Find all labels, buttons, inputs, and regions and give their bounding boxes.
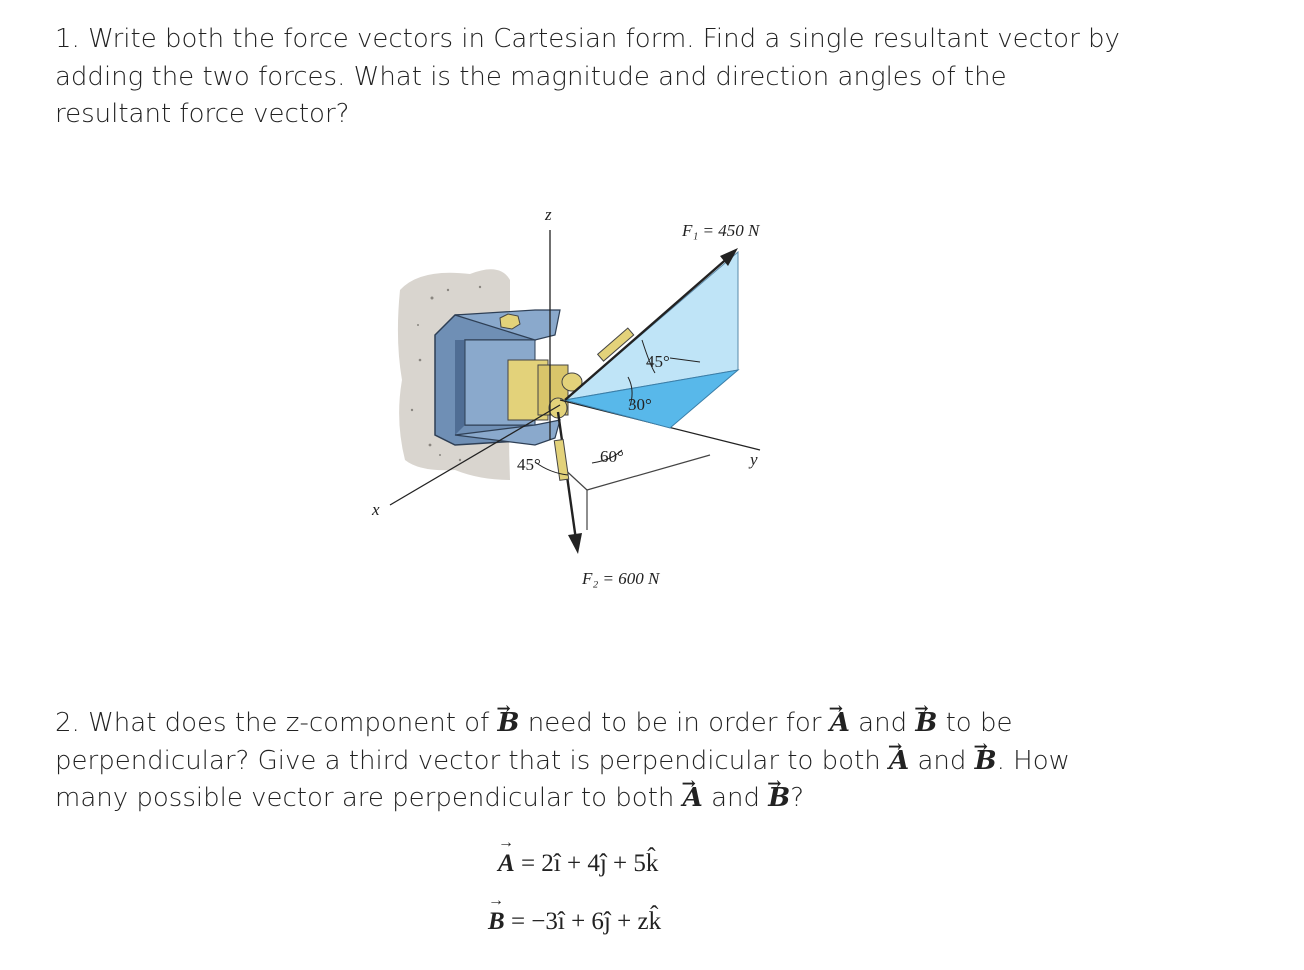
dimension-box: [560, 455, 710, 530]
q2-text-segment: 2. What does the z-component of: [55, 708, 498, 738]
vector-a-symbol: → A: [830, 708, 850, 738]
equation-a-rhs: = 2î + 4ĵ + 5k̂: [514, 850, 659, 877]
question-2-line-2: [55, 743, 1070, 781]
vector-a-symbol: → A: [889, 746, 909, 776]
q2-text-segment: many possible vector are perpendicular to both: [55, 783, 683, 813]
question-1-text: [55, 21, 1120, 134]
axis-z-label: z: [545, 205, 552, 224]
f2-label: F₂ = 600 N: [582, 569, 660, 588]
q2-text-segment: ?: [790, 783, 805, 813]
question-1-line-1: 1. Write both the force vectors in Cartesian form. Find a single resultant vector by: [55, 24, 1120, 54]
vector-b-symbol: → B: [915, 708, 937, 738]
axis-y-label: y: [750, 450, 758, 469]
q2-text-segment: perpendicular? Give a third vector that is perpendicular to both: [55, 745, 890, 776]
q2-text-segment: to be: [937, 708, 1013, 738]
force-diagram: [360, 190, 830, 600]
q2-text-segment: . How: [996, 745, 1070, 776]
question-1-line-3: resultant force vector?: [55, 99, 350, 129]
f1-label: F₁ = 450 N: [682, 221, 760, 240]
equation-b-rhs: = −3î + 6ĵ + zk̂: [504, 908, 662, 935]
q2-text-segment: and: [702, 783, 769, 813]
f2-arrow: [554, 412, 582, 554]
axis-x-label: x: [372, 500, 380, 519]
angle-60-label: 60°: [600, 447, 624, 466]
question-1-line-2: adding the two forces. What is the magnitude and direction angles of the: [55, 61, 1007, 92]
vector-a-symbol: → A: [683, 783, 703, 813]
q2-text-segment: and: [909, 745, 975, 776]
equation-a-lhs: → A: [498, 850, 515, 877]
angle-45-bottom-label: 45°: [517, 455, 541, 474]
vector-b-symbol: → B: [498, 708, 520, 738]
q2-text-segment: need to be in order for: [519, 708, 830, 738]
question-2-line-1: [55, 705, 1070, 743]
question-2-line-3: [55, 780, 1070, 818]
vector-b-symbol: → B: [975, 746, 997, 776]
equation-vector-b: [488, 908, 661, 936]
angle-30-label: 30°: [628, 395, 652, 414]
question-2-text: [55, 705, 1070, 818]
equation-vector-a: [498, 850, 658, 878]
equation-b-lhs: → B: [488, 908, 505, 935]
q2-text-segment: and: [849, 708, 916, 738]
angle-45-top-label: 45°: [646, 352, 670, 371]
vector-b-symbol: → B: [768, 783, 790, 813]
